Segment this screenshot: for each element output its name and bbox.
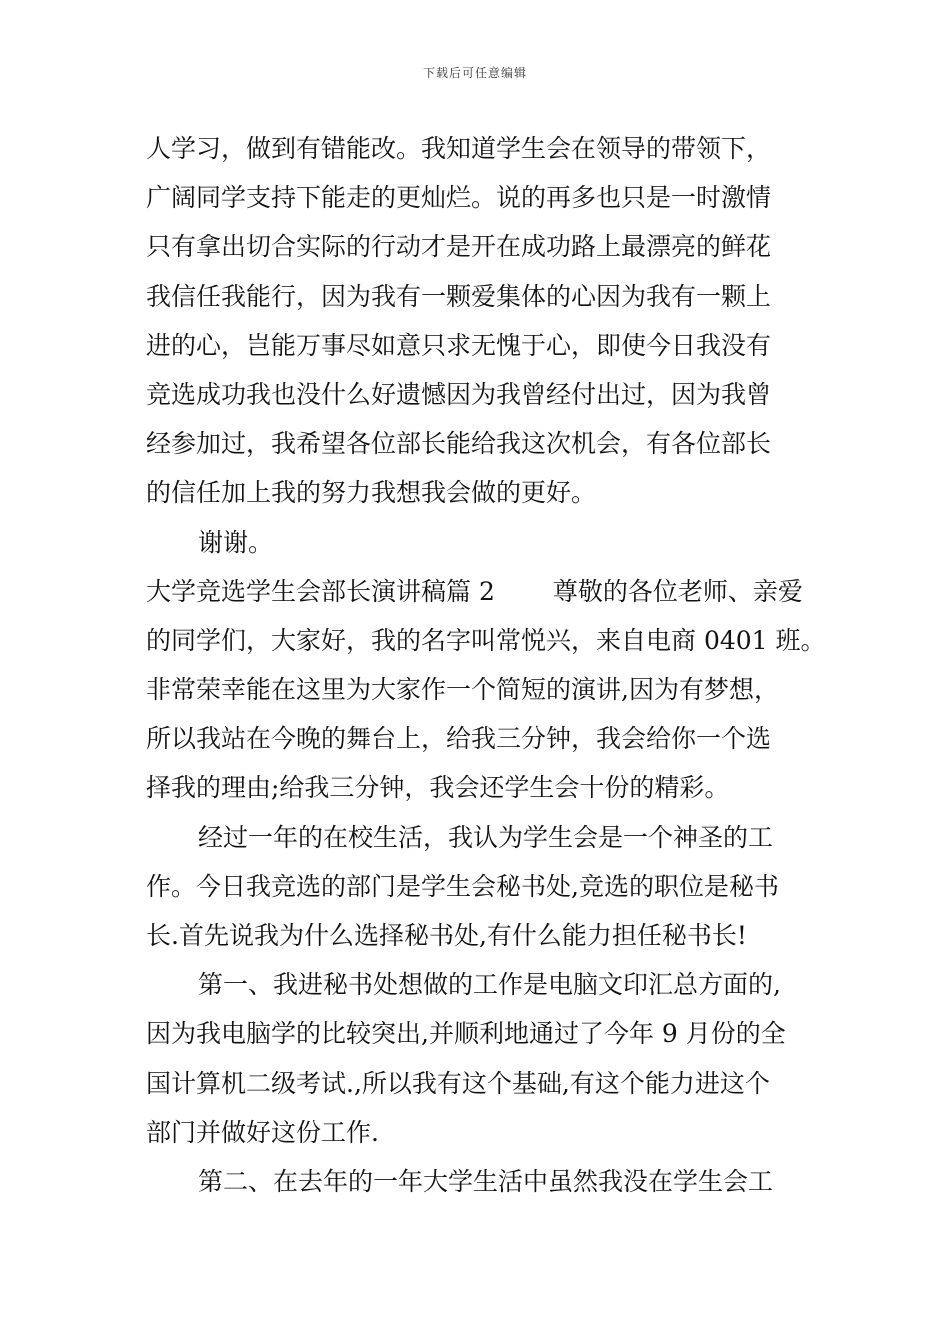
text-line: 经过一年的在校生活，我认为学生会是一个神圣的工 [198,822,774,852]
text-line: 人学习，做到有错能改。我知道学生会在领导的带领下， [146,134,772,163]
text-line: 第二、在去年的一年大学生活中虽然我没在学生会工 [198,1166,774,1196]
text-line: 只有拿出切合实际的行动才是开在成功路上最漂亮的鲜花 [146,232,772,262]
text-line: 择我的理由;给我三分钟，我会还学生会十份的精彩。 [146,773,730,803]
text-line: 进的心，岂能万事尽如意只求无愧于心，即使今日我没有 [146,330,772,360]
section-title: 大学竞选学生会部长演讲稿篇 2 [146,576,495,606]
text-line: 长.首先说我为什么选择秘书处,有什么能力担任秘书长! [146,921,747,950]
text-line: 谢谢。 [198,527,274,557]
section-heading-line [146,567,816,616]
text-line: 的信任加上我的努力我想我会做的更好。 [146,478,597,508]
text-line: 所以我站在今晚的舞台上，给我三分钟，我会给你一个选 [146,724,772,754]
text-line: 因为我电脑学的比较突出,并顺利地通过了今年 9 月份的全 [146,1019,786,1049]
text-line: 的同学们，大家好，我的名字叫常悦兴，来自电商 0401 班。 [146,625,826,655]
text-line: 经参加过，我希望各位部长能给我这次机会，有各位部长 [146,429,772,459]
salutation: 尊敬的各位老师、亲爱 [552,576,803,606]
text-line: 我信任我能行，因为我有一颗爱集体的心因为我有一颗上 [146,281,772,311]
text-line: 作。今日我竞选的部门是学生会秘书处,竞选的职位是秘书 [146,871,779,901]
page-header: 下载后可任意编辑 [422,66,527,80]
text-line: 广阔同学支持下能走的更灿烂。说的再多也只是一时激情 [146,183,772,213]
text-line: 第一、我进秘书处想做的工作是电脑文印汇总方面的, [198,970,781,1000]
text-line: 国计算机二级考试.,所以我有这个基础,有这个能力进这个 [146,1068,770,1098]
text-line: 非常荣幸能在这里为大家作一个简短的演讲,因为有梦想， [146,675,779,705]
text-line: 部门并做好这份工作. [146,1117,379,1147]
document-body [146,124,826,1206]
text-line: 竞选成功我也没什么好遗憾因为我曾经付出过，因为我曾 [146,379,772,409]
